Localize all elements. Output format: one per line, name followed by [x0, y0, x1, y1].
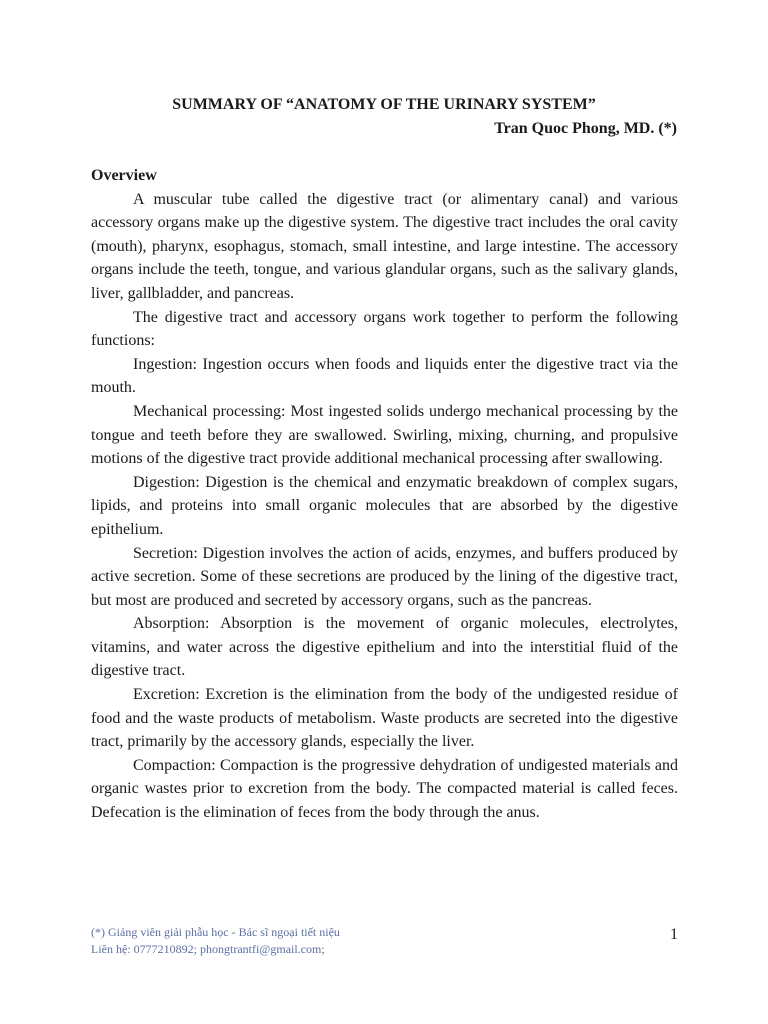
- paragraph-overview: A muscular tube called the digestive tract (or alimentary canal) and various accessory organs make up the digestive system. The digestive tract includes the oral cavity (mouth), pharynx, esophagus, stomach, small intestine, and large intestine. The accessory organs include the teeth, tongue, and various glandular organs, such as the salivary glands, liver, gallbladder, and pancreas.: [91, 190, 678, 302]
- paragraph-functions-intro: The digestive tract and accessory organs work together to perform the following functions:: [91, 308, 678, 350]
- paragraph-digestion: Digestion: Digestion is the chemical and enzymatic breakdown of complex sugars, lipids, and proteins into small organic molecules that are absorbed by the digestive epithelium.: [91, 473, 678, 538]
- page-number: 1: [670, 926, 678, 943]
- paragraph-absorption: Absorption: Absorption is the movement of organic molecules, electrolytes, vitamins, and water across the digestive epithelium and into the interstitial fluid of the digestive tract.: [91, 615, 678, 680]
- paragraph-secretion: Secretion: Digestion involves the action of acids, enzymes, and buffers produced by active secretion. Some of these secretions are produced by the lining of the digestive tract, but most are produced and secreted by accessory organs, such as the pancreas.: [91, 544, 678, 609]
- footnote: [91, 924, 340, 958]
- paragraph-mechanical-processing: Mechanical processing: Most ingested solids undergo mechanical processing by the tongue and teeth before they are swallowed. Swirling, mixing, churning, and propulsive motions of the digestive tract provide additional mechanical processing after swallowing.: [91, 402, 678, 468]
- document-title: SUMMARY OF “ANATOMY OF THE URINARY SYSTEM”: [172, 96, 596, 113]
- footnote-contact: Liên hệ: 0777210892; phongtrantfi@gmail.com;: [91, 942, 325, 956]
- document-author: Tran Quoc Phong, MD. (*): [494, 120, 677, 137]
- paragraph-compaction: Compaction: Compaction is the progressive dehydration of undigested materials and organic wastes prior to excretion from the body. The compacted material is called feces. Defecation is the elimination of feces from the body through the anus.: [91, 756, 678, 822]
- paragraph-ingestion: Ingestion: Ingestion occurs when foods and liquids enter the digestive tract via the mouth.: [91, 355, 678, 397]
- paragraph-excretion: Excretion: Excretion is the elimination from the body of the undigested residue of food and the waste products of metabolism. Waste products are secreted into the digestive tract, primarily by the accessory glands, especially the liver.: [91, 686, 678, 751]
- section-heading: Overview: [91, 167, 157, 184]
- footnote-affiliation: (*) Giảng viên giải phẫu học - Bác sĩ ngoại tiết niệu: [91, 925, 340, 939]
- document-body: [91, 164, 678, 825]
